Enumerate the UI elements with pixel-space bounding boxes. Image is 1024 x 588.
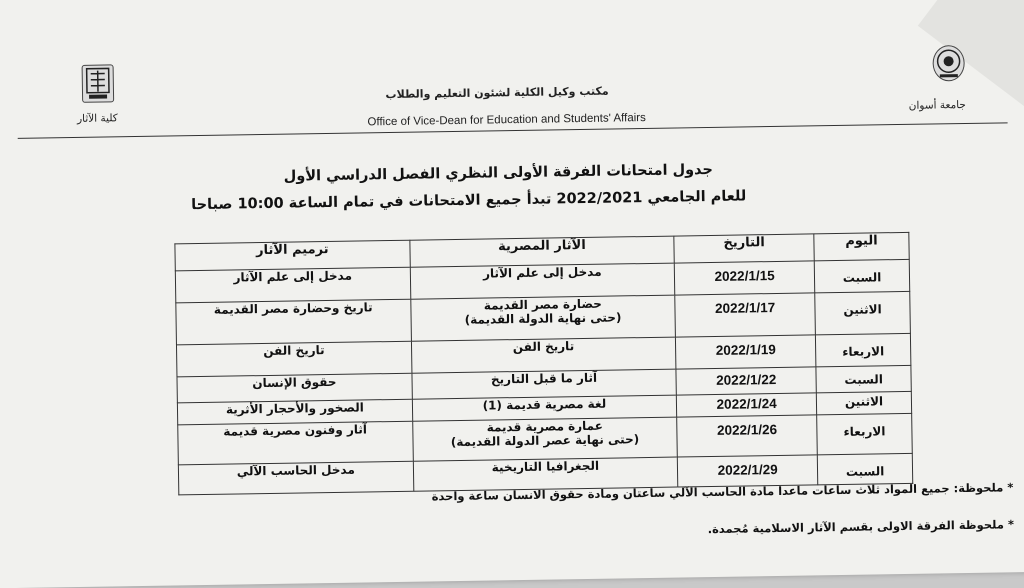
row-day: السبت bbox=[814, 259, 909, 292]
col-header-antiquities-restoration: ترميم الآثار bbox=[175, 240, 410, 271]
row-date: 2022/1/22 bbox=[676, 367, 816, 395]
row-egyptian-subject: آثار ما قبل التاريخ bbox=[412, 369, 677, 399]
note-1: * ملحوظة: جميع المواد ثلاث ساعات ماعدا مادة الحاسب الآلي ساعتان ومادة حقوق الانسان ساعة واحدة bbox=[431, 480, 1014, 504]
row-day: الاثنين bbox=[815, 291, 911, 334]
row-day: الاربعاء bbox=[815, 333, 910, 366]
row-restoration-subject: تاريخ الفن bbox=[176, 341, 411, 377]
row-egyptian-subject: الجغرافيا التاريخية bbox=[413, 457, 678, 491]
col-header-date: التاريخ bbox=[674, 234, 814, 263]
row-restoration-subject: مدخل الحاسب الآلي bbox=[178, 461, 413, 495]
header-office-english: Office of Vice-Dean for Education and Students' Affairs bbox=[367, 112, 646, 129]
faculty-logo-icon bbox=[82, 64, 115, 102]
schedule-subtitle: للعام الجامعي 2022/2021 تبدأ جميع الامتحانات في تمام الساعة 10:00 صباحا bbox=[191, 188, 747, 214]
row-restoration-subject: مدخل إلى علم الآثار bbox=[175, 267, 410, 303]
col-header-egyptian-antiquities: الآثار المصرية bbox=[410, 236, 675, 267]
row-egyptian-subject: تاريخ الفن bbox=[411, 337, 676, 373]
university-logo-icon bbox=[932, 45, 965, 81]
row-restoration-subject: الصخور والأحجار الأثرية bbox=[177, 399, 412, 425]
row-egyptian-subject: لغة مصرية قديمة (1) bbox=[412, 395, 677, 421]
row-restoration-subject: آثار وفنون مصرية قديمة bbox=[178, 421, 413, 465]
row-restoration-subject: حقوق الإنسان bbox=[177, 373, 412, 403]
row-day: الاربعاء bbox=[817, 413, 913, 454]
note-2: * ملحوظة الفرقة الاولى بقسم الآثار الاسلامية مُجمدة. bbox=[707, 517, 1015, 537]
faculty-name: كلية الآثار bbox=[76, 112, 118, 125]
row-egyptian-subject: مدخل إلى علم الآثار bbox=[410, 263, 675, 299]
header-office-arabic: مكتب وكيل الكلية لشئون التعليم والطلاب bbox=[385, 84, 609, 102]
university-name: جامعة أسوان bbox=[908, 98, 966, 112]
col-header-day: اليوم bbox=[814, 232, 909, 260]
row-egyptian-subject: حضارة مصر القديمة (حتى نهاية الدولة القديمة) bbox=[410, 295, 675, 341]
row-restoration-subject: تاريخ وحضارة مصر القديمة bbox=[176, 299, 411, 345]
row-egyptian-subject: عمارة مصرية قديمة (حتى نهاية عصر الدولة القديمة) bbox=[412, 417, 677, 461]
exam-table bbox=[174, 232, 913, 496]
row-date: 2022/1/19 bbox=[676, 335, 816, 369]
row-date: 2022/1/17 bbox=[675, 293, 816, 337]
row-day: السبت bbox=[817, 453, 912, 484]
row-date: 2022/1/15 bbox=[674, 261, 814, 295]
row-date: 2022/1/26 bbox=[677, 415, 817, 457]
row-date: 2022/1/29 bbox=[678, 455, 818, 487]
row-date: 2022/1/24 bbox=[677, 393, 817, 417]
row-day: السبت bbox=[816, 365, 911, 392]
schedule-title: جدول امتحانات الفرقة الأولى النظري الفصل الدراسي الأول bbox=[283, 161, 714, 185]
row-day: الاثنين bbox=[816, 391, 911, 414]
